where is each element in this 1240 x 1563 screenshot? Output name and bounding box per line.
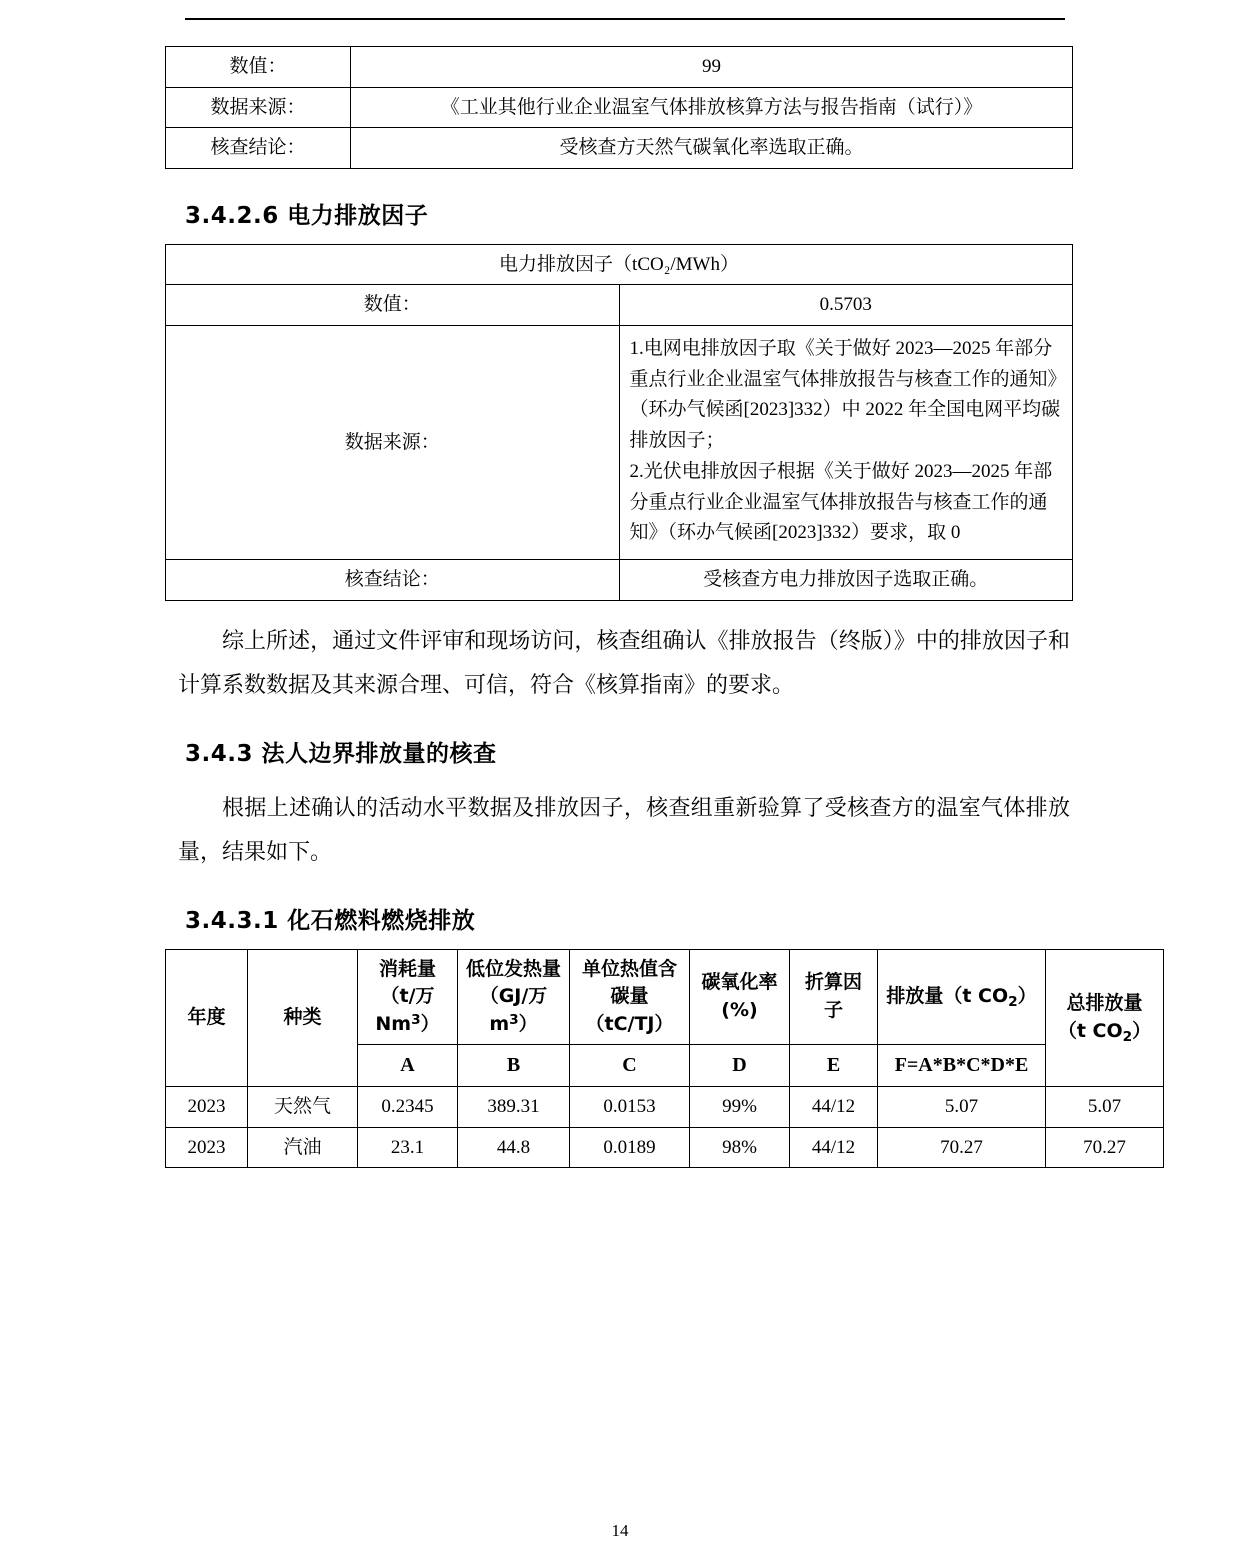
- col-header-heating-value: 低位发热量（GJ/万 $m^3$）: [458, 949, 570, 1045]
- row-value: 受核查方电力排放因子选取正确。: [619, 560, 1073, 601]
- table-row: [166, 244, 1073, 285]
- col-header-carbon-content: 单位热值含碳量（tC/TJ）: [570, 949, 690, 1045]
- cell-emissions: 5.07: [878, 1087, 1046, 1128]
- code-a: A: [358, 1045, 458, 1087]
- cell-type: 汽油: [248, 1127, 358, 1168]
- row-value: 《工业其他行业企业温室气体排放核算方法与报告指南（试行）》: [351, 87, 1073, 128]
- row-label: 数据来源：: [166, 87, 351, 128]
- table-title: 电力排放因子（tCO₂/MWh）: [166, 244, 1073, 285]
- col-header-consumption: 消耗量（t/万 Nm$^3$）: [358, 949, 458, 1045]
- code-d: D: [690, 1045, 790, 1087]
- col-header-year: 年度: [166, 949, 248, 1087]
- row-label: 数据来源：: [166, 325, 620, 559]
- cell-heating-value: 389.31: [458, 1087, 570, 1128]
- page-number: 14: [611, 1521, 629, 1540]
- cell-total-emissions: 5.07: [1046, 1087, 1164, 1128]
- cell-type: 天然气: [248, 1087, 358, 1128]
- cell-carbon-content: 0.0153: [570, 1087, 690, 1128]
- code-b: B: [458, 1045, 570, 1087]
- row-value: 受核查方天然气碳氧化率选取正确。: [351, 128, 1073, 169]
- paragraph-summary: 综上所述，通过文件评审和现场访问，核查组确认《排放报告（终版）》中的排放因子和计算系数数据及其来源合理、可信，符合《核算指南》的要求。: [178, 627, 1070, 697]
- cell-total-emissions: 70.27: [1046, 1127, 1164, 1168]
- row-value: 0.5703: [619, 285, 1073, 326]
- cell-oxidation-rate: 99%: [690, 1087, 790, 1128]
- header-rule: [185, 18, 1065, 20]
- table-row: [166, 285, 1073, 326]
- heading-3-4-3: 3.4.3 法人边界排放量的核查: [185, 740, 497, 767]
- paragraph-3-4-3: 根据上述确认的活动水平数据及排放因子，核查组重新验算了受核查方的温室气体排放量，结果如下。: [178, 794, 1070, 864]
- row-label: 核查结论：: [166, 128, 351, 169]
- cell-conversion-factor: 44/12: [790, 1127, 878, 1168]
- table-fossil-fuel-emissions: [165, 949, 1164, 1169]
- table-row: [166, 325, 1073, 559]
- row-value: [619, 325, 1073, 559]
- cell-year: 2023: [166, 1087, 248, 1128]
- table-electricity-factor: [165, 244, 1073, 601]
- col-header-emissions: 排放量（t $CO_2$）: [878, 949, 1046, 1045]
- table-row: [166, 87, 1073, 128]
- cell-oxidation-rate: 98%: [690, 1127, 790, 1168]
- code-c: C: [570, 1045, 690, 1087]
- cell-heating-value: 44.8: [458, 1127, 570, 1168]
- code-e: E: [790, 1045, 878, 1087]
- col-header-type: 种类: [248, 949, 358, 1087]
- cell-carbon-content: 0.0189: [570, 1127, 690, 1168]
- cell-consumption: 23.1: [358, 1127, 458, 1168]
- table-row: [166, 128, 1073, 169]
- heading-3-4-2-6: 3.4.2.6 电力排放因子: [185, 202, 429, 229]
- cell-consumption: 0.2345: [358, 1087, 458, 1128]
- source-line-1: 1.电网电排放因子取《关于做好 2023—2025 年部分重点行业企业温室气体排放报告与核查工作的通知》（环办气候函[2023]332）中 2022 年全国电网平均碳排放因子；: [629, 337, 1061, 452]
- cell-year: 2023: [166, 1127, 248, 1168]
- cell-conversion-factor: 44/12: [790, 1087, 878, 1128]
- table-row: [166, 560, 1073, 601]
- row-label: 数值：: [166, 47, 351, 88]
- table-row: [166, 1087, 1164, 1128]
- row-value: 99: [351, 47, 1073, 88]
- cell-emissions: 70.27: [878, 1127, 1046, 1168]
- col-header-total-emissions: 总排放量（t $CO_2$）: [1046, 949, 1164, 1087]
- table-header-row: [166, 949, 1164, 1045]
- col-header-conversion-factor: 折算因子: [790, 949, 878, 1045]
- code-f: F=A*B*C*D*E: [878, 1045, 1046, 1087]
- col-header-oxidation-rate: 碳氧化率(%): [690, 949, 790, 1045]
- row-label: 核查结论：: [166, 560, 620, 601]
- table-row: [166, 1127, 1164, 1168]
- source-line-2: 2.光伏电排放因子根据《关于做好 2023—2025 年部分重点行业企业温室气体排放报告与核查工作的通知》（环办气候函[2023]332）要求，取 0: [629, 460, 1053, 544]
- row-label: 数值：: [166, 285, 620, 326]
- table-row: [166, 47, 1073, 88]
- heading-3-4-3-1: 3.4.3.1 化石燃料燃烧排放: [185, 907, 476, 934]
- table-oxidation-rate: [165, 46, 1073, 169]
